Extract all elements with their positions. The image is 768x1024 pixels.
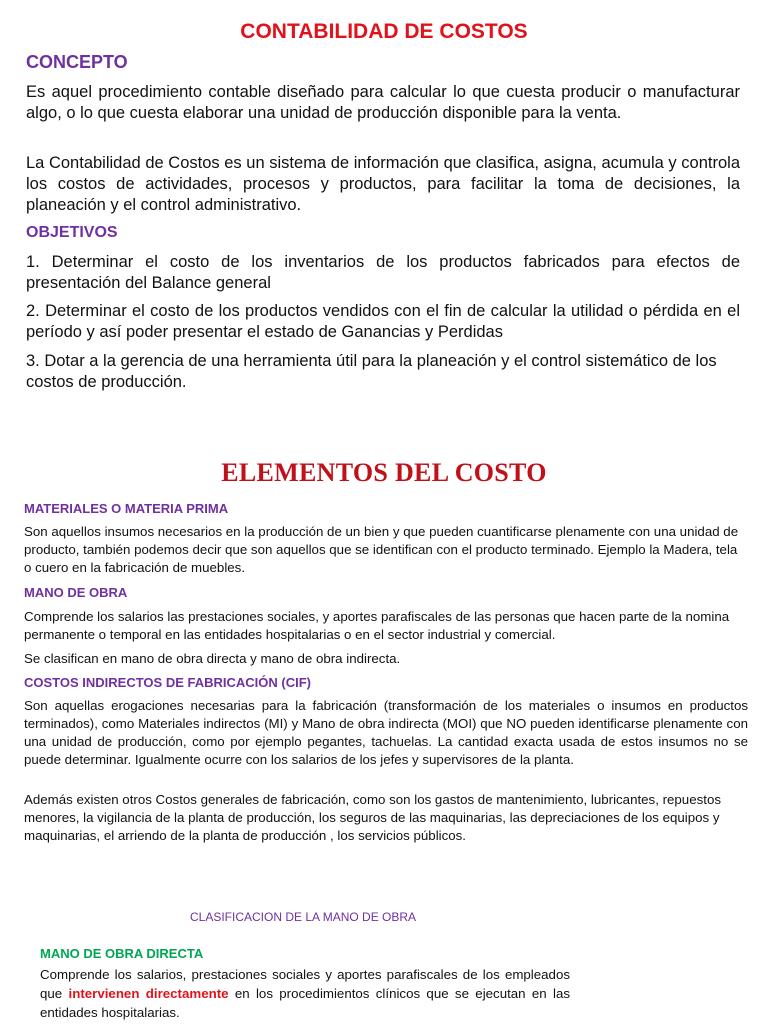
mano-obra-paragraph-2: Se clasifican en mano de obra directa y mano de obra indirecta.	[24, 651, 401, 666]
mano-obra-directa-text-start: Comprende los salarios, prestaciones sociales y aportes parafiscales de los empleados que	[40, 967, 570, 1001]
page-title: CONTABILIDAD DE COSTOS	[240, 20, 528, 43]
mano-obra-directa-heading: MANO DE OBRA DIRECTA	[40, 946, 204, 961]
materiales-heading: MATERIALES O MATERIA PRIMA	[24, 501, 229, 516]
materiales-text: Son aquellos insumos necesarios en la producción de un bien y que pueden cuantificarse plenamente con una unidad de producto, también podemos decir que son aquellos que se identifican con el producto terminado. Ejemplo la Madera, tela o cuero en la fabricación de muebles.	[24, 524, 739, 575]
cif-paragraph-1: Son aquellas erogaciones necesarias para la fabricación (transformación de los materiales o insumos en productos terminados), como Materiales indirectos (MI) y Mano de obra indirecta (MOI) que NO pueden identificarse plenamente con una unidad de producción, como por ejemplo pegantes, tachuelas. La cantidad exacta usada de estos insumos no se puede determinar. Igualmente ocurre con los salarios de los jefes y supervisores de la planta.	[24, 698, 748, 767]
clasificacion-heading: CLASIFICACION DE LA MANO DE OBRA	[190, 910, 417, 924]
cif-heading: COSTOS INDIRECTOS DE FABRICACIÓN (CIF)	[24, 675, 311, 690]
elementos-title: ELEMENTOS DEL COSTO	[221, 458, 547, 487]
objetivos-heading: OBJETIVOS	[26, 224, 118, 241]
objetivo-item-1: 1. Determinar el costo de los inventarios de los productos fabricados para efectos de presentación del Balance general	[26, 253, 740, 292]
mano-obra-paragraph-1: Comprende los salarios las prestaciones sociales, y aportes parafiscales de las personas que hacen parte de la nomina permanente o temporal en las entidades hospitalarias o en el sector industrial y comercial.	[24, 609, 730, 642]
concepto-heading: CONCEPTO	[26, 52, 128, 72]
mano-obra-directa-text-end: en los procedimientos clínicos que se ejecutan en las entidades hospitalarias.	[40, 986, 570, 1020]
mano-obra-directa-text	[40, 965, 570, 1022]
objetivo-item-2: 2. Determinar el costo de los productos vendidos con el fin de calcular la utilidad o pérdida en el período y así poder presentar el estado de Ganancias y Perdidas	[26, 302, 740, 341]
intervienen-directamente-highlight: intervienen directamente	[68, 986, 229, 1001]
cif-paragraph-2: Además existen otros Costos generales de fabricación, como son los gastos de mantenimiento, lubricantes, repuestos menores, la vigilancia de la planta de producción, los seguros de las maquinarias, las depreciaciones de los equipos y maquinarias, el arriendo de la planta de producción , los servicios públicos.	[24, 792, 721, 843]
concepto-paragraph-2: La Contabilidad de Costos es un sistema de información que clasifica, asigna, acumula y controla los costos de actividades, procesos y productos, para facilitar la toma de decisiones, la planeación y el control administrativo.	[26, 154, 740, 214]
objetivo-item-3: 3. Dotar a la gerencia de una herramienta útil para la planeación y el control sistemático de los costos de producción.	[26, 352, 717, 391]
concepto-paragraph-1: Es aquel procedimiento contable diseñado para calcular lo que cuesta producir o manufacturar algo, o lo que cuesta elaborar una unidad de producción disponible para la venta.	[26, 83, 740, 122]
mano-obra-heading: MANO DE OBRA	[24, 585, 128, 600]
